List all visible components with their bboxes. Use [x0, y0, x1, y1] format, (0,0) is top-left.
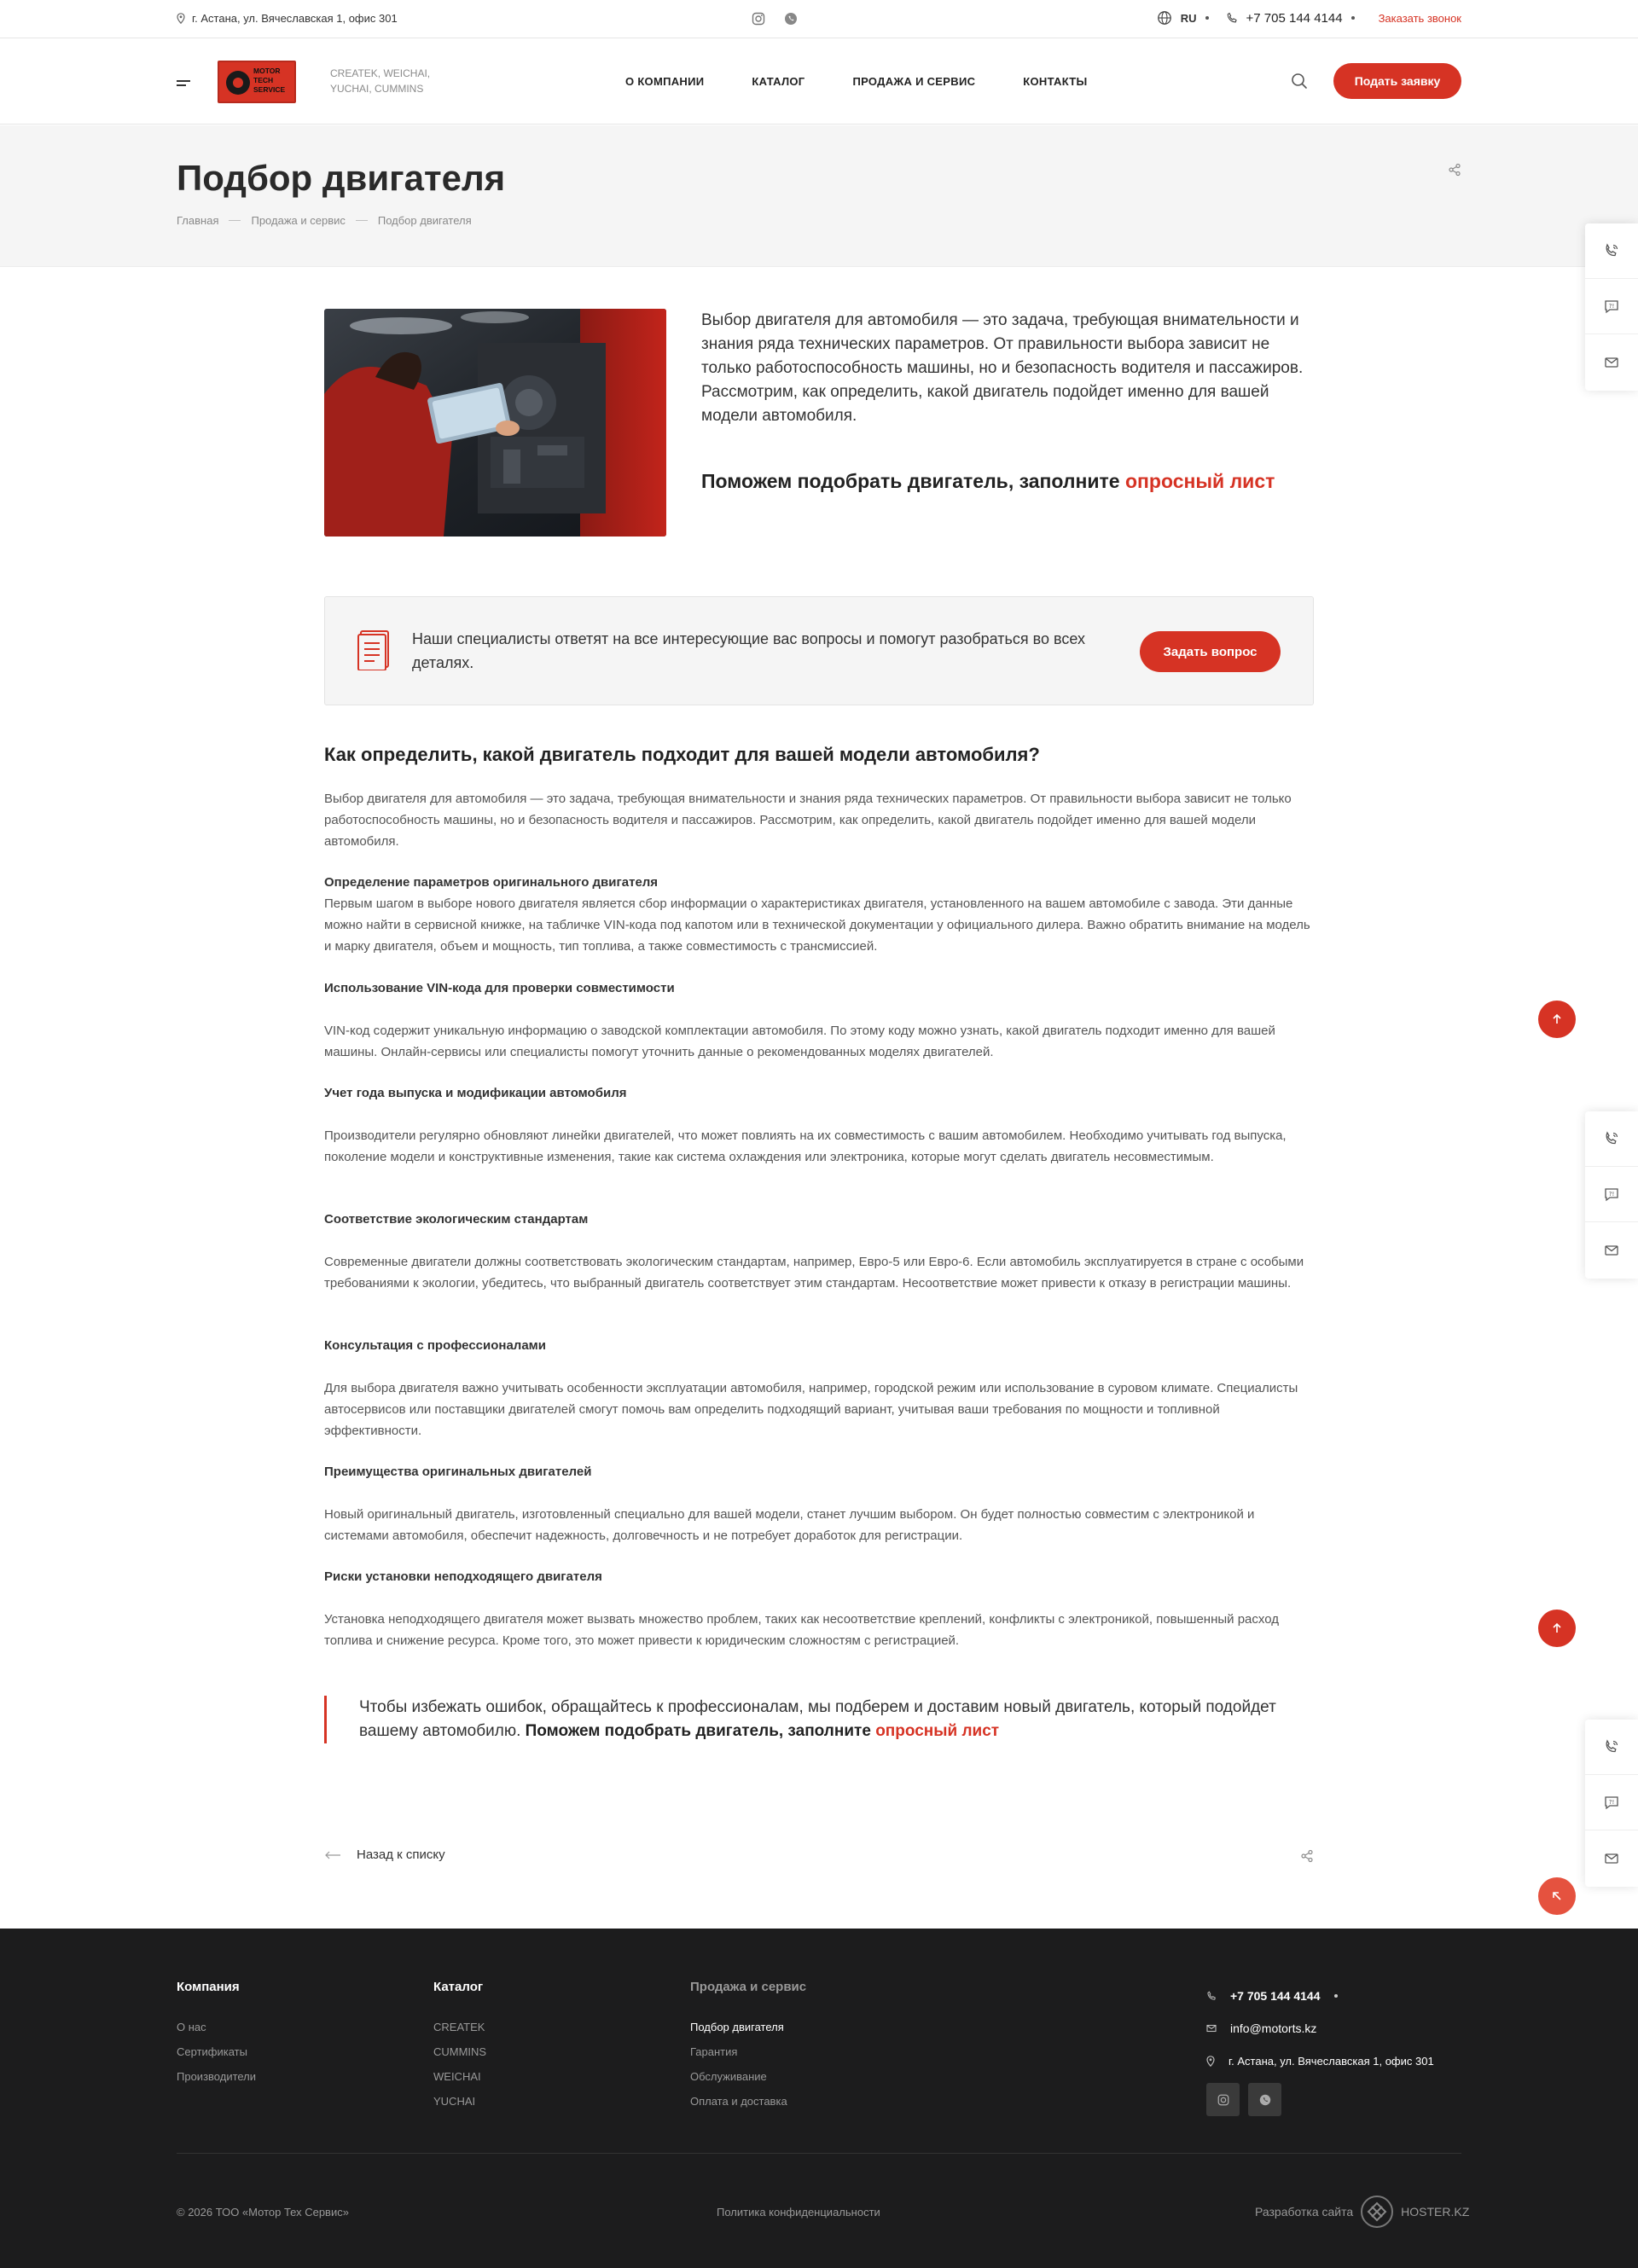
menu-burger-icon[interactable] [177, 80, 190, 87]
engine-photo [324, 309, 666, 537]
nav-item-sales-service[interactable]: ПРОДАЖА И СЕРВИС [852, 75, 976, 88]
footer-link[interactable]: О нас [177, 2021, 206, 2033]
logo-gear-icon [226, 71, 250, 95]
side-chat-icon[interactable] [1585, 279, 1638, 334]
breadcrumb [177, 214, 472, 227]
developer-label: Разработка сайта [1255, 2205, 1354, 2219]
top-bar [0, 0, 1638, 38]
footer-col-title[interactable]: Продажа и сервис [690, 1980, 807, 1994]
section-text: VIN-код содержит уникальную информацию о заводской комплектации автомобиля. По этому коду можно узнать, какой двигатель подходит именно для вашей машины. Онлайн-сервисы или специалисты помогут уточнить данные о рекомендованных моделях двигателей. [324, 1024, 1275, 1059]
footer-link[interactable]: CREATEK [433, 2021, 485, 2033]
mail-icon [1206, 2023, 1217, 2033]
breadcrumb-sales[interactable]: Продажа и сервис [251, 214, 346, 227]
whatsapp-icon[interactable] [1248, 2083, 1281, 2116]
section-title: Учет года выпуска и модификации автомобиля [324, 1086, 627, 1100]
section-text: Современные двигатели должны соответствовать экологическим стандартам, например, Евро-5 или Евро-6. Если автомобиль эксплуатируется в стране с особыми требованиями к экологии, убедитесь, что выбранный двигатель соответствует этим стандартам. Несоответствие может привести к отказу в регистрации машины. [324, 1255, 1304, 1291]
share-icon[interactable] [1300, 1849, 1314, 1863]
side-mail-icon[interactable] [1585, 334, 1638, 390]
svg-text:?!: ?! [1608, 1799, 1615, 1806]
copyright: © 2026 ТОО «Мотор Тех Сервис» [177, 2206, 349, 2219]
back-to-list[interactable] [324, 1847, 445, 1862]
article-section [324, 977, 1314, 1063]
section-text: Первым шагом в выборе нового двигателя является сбор информации о характеристиках двигателя, установленного на вашем автомобиле с завода. Эти данные можно найти в сервисной книжке, на табличке VIN-кода под капотом или в технической документации у официального дилера. Важно обратить внимание на модель и марку двигателя, объем и мощность, тип топлива, а также совместимость с трансмиссией. [324, 896, 1310, 954]
footer-email[interactable]: info@motorts.kz [1230, 2021, 1317, 2035]
nav-item-company[interactable]: О КОМПАНИИ [625, 75, 705, 88]
privacy-link[interactable]: Политика конфиденциальности [717, 2206, 880, 2219]
side-call-icon[interactable] [1585, 1720, 1638, 1775]
footer-col-catalog [433, 1980, 486, 2114]
phone-dropdown-dot[interactable] [1334, 1994, 1338, 1998]
footer-contacts [1206, 1980, 1434, 2077]
section-title: Использование VIN-кода для проверки совместимости [324, 981, 675, 995]
page-title: Подбор двигателя [177, 158, 506, 198]
intro-help-text: Поможем подобрать двигатель, заполните [701, 470, 1125, 492]
article-heading-block [324, 744, 1314, 766]
article-section [324, 1209, 1314, 1294]
section-title: Соответствие экологическим стандартам [324, 1212, 589, 1227]
top-address[interactable] [177, 12, 398, 25]
phone-icon [1206, 1991, 1217, 2001]
footer-email-row[interactable] [1206, 2012, 1434, 2045]
article-section [324, 1461, 1314, 1546]
footer-col-company [177, 1980, 256, 2089]
logo-text: MOTOR TECH SERVICE [253, 67, 286, 94]
developer-name: HOSTER.KZ [1401, 2205, 1470, 2219]
article-section [324, 1566, 1314, 1651]
article-quote [324, 1696, 1314, 1743]
nav-item-catalog[interactable]: КАТАЛОГ [752, 75, 805, 88]
document-icon [357, 629, 392, 670]
intro-text: Выбор двигателя для автомобиля — это задача, требующая внимательности и знания ряда технических параметров. От правильности выбора зависит не только работоспособность машины, но и безопасность водителя и пассажиров. Рассмотрим, как определить, какой двигатель подойдет именно для вашей модели автомобиля. [701, 311, 1304, 425]
footer-link-active[interactable]: Подбор двигателя [690, 2021, 784, 2033]
section-title: Определение параметров оригинального двигателя [324, 875, 659, 890]
quote-questionnaire-link[interactable]: опросный лист [875, 1722, 1000, 1740]
phone-dropdown-dot[interactable] [1351, 16, 1355, 20]
side-contact-panel [1585, 223, 1638, 391]
breadcrumb-separator [229, 220, 241, 221]
instagram-icon[interactable] [751, 11, 766, 26]
footer-phone[interactable]: +7 705 144 4144 [1230, 1989, 1321, 2003]
main-header [0, 39, 1638, 125]
top-address-text: г. Астана, ул. Вячеславская 1, офис 301 [192, 12, 398, 25]
article-section [324, 1335, 1314, 1441]
side-chat-icon[interactable] [1585, 1775, 1638, 1830]
article-body [324, 788, 1314, 852]
footer-link[interactable]: Сертификаты [177, 2045, 247, 2058]
arrow-up-left-icon [1550, 1889, 1564, 1903]
callback-link[interactable]: Заказать звонок [1378, 11, 1461, 25]
article-section [324, 1082, 1314, 1168]
footer-link[interactable]: WEICHAI [433, 2070, 481, 2083]
site-logo[interactable] [218, 61, 296, 103]
footer-link[interactable]: Гарантия [690, 2045, 738, 2058]
globe-icon[interactable] [1157, 10, 1172, 26]
arrow-up-icon [1550, 1621, 1564, 1635]
top-phone[interactable]: +7 705 144 4144 [1246, 10, 1343, 26]
breadcrumb-current: Подбор двигателя [377, 214, 472, 227]
side-call-icon[interactable] [1585, 1111, 1638, 1167]
breadcrumb-home[interactable]: Главная [177, 214, 219, 227]
svg-text:?!: ?! [1608, 303, 1615, 310]
hoster-logo-icon [1360, 2195, 1394, 2229]
questionnaire-link[interactable]: опросный лист [1124, 470, 1275, 492]
quote-text: Чтобы избежать ошибок, обращайтесь к профессионалам, мы подберем и доставим новый двигатель, который подойдет вашему автомобилю. [359, 1698, 1276, 1740]
side-contact-panel-3 [1585, 1720, 1638, 1887]
article-lead: Выбор двигателя для автомобиля — это задача, требующая внимательности и знания ряда технических параметров. От правильности выбора зависит не только работоспособность машины, но и безопасность водителя и пассажиров. Рассмотрим, как определить, какой двигатель подойдет именно для вашей модели автомобиля. [324, 792, 1292, 849]
breadcrumb-separator [356, 220, 368, 221]
arrow-left-icon [324, 1851, 341, 1859]
section-title: Преимущества оригинальных двигателей [324, 1465, 592, 1479]
scroll-up-button[interactable] [1538, 1001, 1576, 1038]
phone-icon [1226, 12, 1238, 24]
scroll-top-corner-button[interactable] [1538, 1877, 1576, 1915]
footer-social [1206, 2083, 1281, 2116]
footer-address: г. Астана, ул. Вячеславская 1, офис 301 [1228, 2054, 1434, 2068]
language-select[interactable]: RU [1180, 11, 1197, 25]
svg-text:?!: ?! [1608, 1191, 1615, 1198]
side-contact-panel-2 [1585, 1111, 1638, 1279]
section-text: Производители регулярно обновляют линейки двигателей, что может повлиять на их совместимость с вашим автомобилем. Необходимо учитывать год выпуска, поколение модели и конструктивные изменения, такие как система охлаждения или электроника, которые могут сделать двигатель несовместимым. [324, 1128, 1287, 1164]
footer-link[interactable]: YUCHAI [433, 2095, 476, 2108]
search-icon[interactable] [1290, 72, 1309, 90]
section-text: Для выбора двигателя важно учитывать особенности эксплуатации автомобиля, например, городской режим или использование в суровом климате. Специалисты автосервисов или поставщики двигателей смогут помочь вам определить подходящий вариант, учитывая ваши требования по мощности и топливной эффективности. [324, 1381, 1298, 1438]
section-text: Новый оригинальный двигатель, изготовленный специально для вашей модели, станет лучшим выбором. Он будет полностью совместим с электроникой и системами автомобиля, обеспечит надежность, долговечность и не потребует доработок для регистрации. [324, 1507, 1255, 1543]
question-callout [324, 596, 1314, 705]
footer-link[interactable]: Обслуживание [690, 2070, 767, 2083]
location-pin-icon [1206, 2056, 1215, 2067]
footer-divider [177, 2153, 1461, 2154]
page-title-band [0, 125, 1638, 267]
location-pin-icon [177, 13, 185, 24]
side-call-icon[interactable] [1585, 223, 1638, 279]
footer-col-sales [690, 1980, 806, 2114]
footer-link[interactable]: Производители [177, 2070, 257, 2083]
whatsapp-icon[interactable] [783, 11, 799, 26]
header-tagline: CREATEK, WEICHAI, YUCHAI, CUMMINS [330, 67, 431, 95]
arrow-up-icon [1550, 1012, 1564, 1026]
share-icon[interactable] [1448, 163, 1461, 177]
section-title: Консультация с профессионалами [324, 1338, 546, 1353]
back-label: Назад к списку [357, 1847, 445, 1862]
article-heading: Как определить, какой двигатель подходит для вашей модели автомобиля? [324, 744, 1040, 765]
side-chat-icon[interactable] [1585, 1167, 1638, 1222]
footer-phone-row[interactable] [1206, 1980, 1434, 2012]
footer-col-title: Каталог [433, 1980, 484, 1994]
footer-col-title: Компания [177, 1980, 240, 1994]
top-social [751, 11, 799, 26]
scroll-up-button-2[interactable] [1538, 1610, 1576, 1647]
nav-item-contacts[interactable]: КОНТАКТЫ [1023, 75, 1088, 88]
quote-bold: Поможем подобрать двигатель, заполните [525, 1722, 876, 1740]
top-right [1157, 10, 1461, 26]
dropdown-dot [1205, 16, 1209, 20]
main-nav [625, 75, 1088, 88]
ask-question-button[interactable]: Задать вопрос [1140, 631, 1281, 672]
side-mail-icon[interactable] [1585, 1830, 1638, 1886]
developer-credit[interactable] [1255, 2195, 1469, 2229]
section-text: Установка неподходящего двигателя может вызвать множество проблем, таких как несоответствие креплений, конфликты с электроникой, повышенный расход топлива и снижение ресурса. Кроме того, это может привести к юридическим сложностям с регистрацией. [324, 1612, 1279, 1648]
footer-link[interactable]: Оплата и доставка [690, 2095, 787, 2108]
callout-text: Наши специалисты ответят на все интересующие вас вопросы и помогут разобраться во всех деталях. [412, 630, 1086, 671]
footer-address-row [1206, 2045, 1434, 2077]
submit-request-button[interactable]: Подать заявку [1333, 63, 1461, 99]
footer-link[interactable]: CUMMINS [433, 2045, 487, 2058]
instagram-icon[interactable] [1206, 2083, 1240, 2116]
section-title: Риски установки неподходящего двигателя [324, 1569, 602, 1584]
article-section [324, 872, 1314, 957]
intro-help [701, 470, 1275, 493]
side-mail-icon[interactable] [1585, 1222, 1638, 1278]
